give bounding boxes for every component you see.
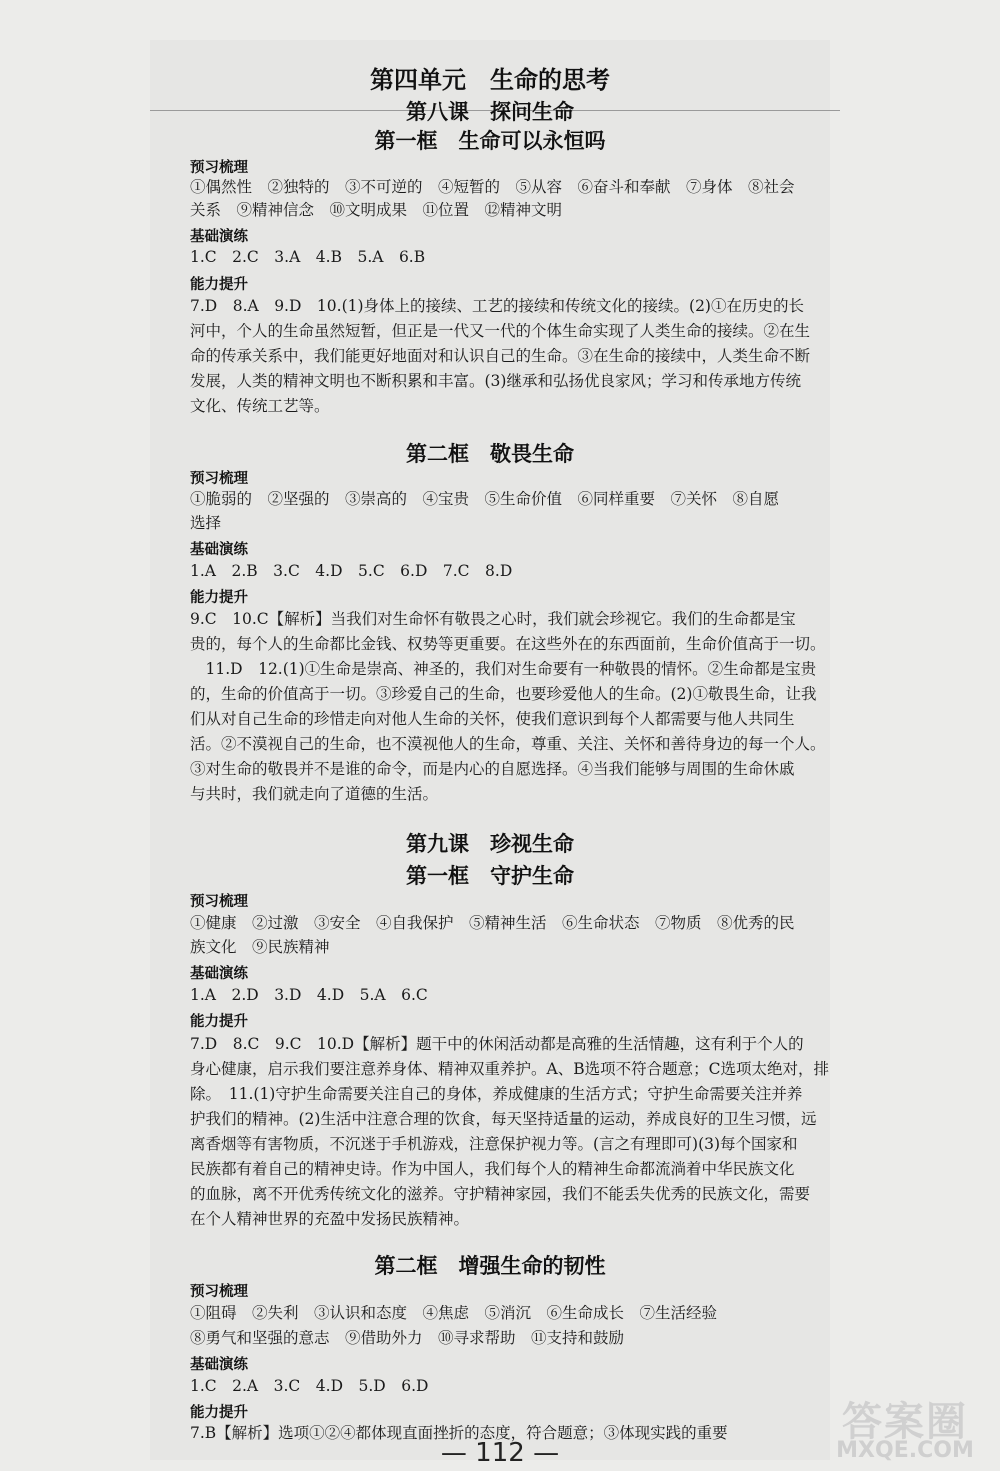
watermark [820,1390,990,1465]
lesson-title-8: 第八课 探问生命 [406,100,574,124]
text-line: 河中，个人的生命虽然短暂，但正是一代又一代的个体生命实现了人类生命的接续。②在生 [190,322,811,340]
section-title-8-1: 第一框 生命可以永恒吗 [374,129,606,153]
section-title-9-2: 第二框 增强生命的韧性 [374,1254,606,1278]
label-basic: 基础演练 [190,229,248,245]
text-line: ⑧勇气和坚强的意志 ⑨借助外力 ⑩寻求帮助 ⑪支持和鼓励 [190,1329,625,1347]
label-preview: 预习梳理 [190,894,248,910]
text-line: 发展，人类的精神文明也不断积累和丰富。(3)继承和弘扬优良家风；学习和传承地方传统 [190,372,801,390]
text-line: 们从对自己生命的珍惜走向对他人生命的关怀，使我们意识到每个人都需要与他人共同生 [190,710,795,728]
section-title-8-2: 第二框 敬畏生命 [406,442,574,466]
text-line: 9.C 10.C【解析】当我们对生命怀有敬畏之心时，我们就会珍视它。我们的生命都是宝 [190,610,796,628]
text-line: 关系 ⑨精神信念 ⑩文明成果 ⑪位置 ⑫精神文明 [190,201,563,219]
label-basic: 基础演练 [190,542,248,558]
text-line: ①脆弱的 ②坚强的 ③崇高的 ④宝贵 ⑤生命价值 ⑥同样重要 ⑦关怀 ⑧自愿 [190,490,780,508]
text-line: 命的传承关系中，我们能更好地面对和认识自己的生命。③在生命的接续中，人类生命不断 [190,347,811,365]
label-ability: 能力提升 [190,1014,248,1030]
text-line: ①健康 ②过激 ③安全 ④自我保护 ⑤精神生活 ⑥生命状态 ⑦物质 ⑧优秀的民 [190,914,795,932]
text-line: 7.D 8.A 9.D 10.(1)身体上的接续、工艺的接续和传统文化的接续。(2)①在历史的长 [190,297,804,315]
lesson-title-9: 第九课 珍视生命 [406,832,574,856]
label-preview: 预习梳理 [190,1284,248,1300]
text-line: 1.C 2.C 3.A 4.B 5.A 6.B [190,248,426,266]
text-line: 与共时，我们就走向了道德的生活。 [190,785,439,803]
text-line: 1.C 2.A 3.C 4.D 5.D 6.D [190,1377,429,1395]
label-ability: 能力提升 [190,590,248,606]
text-line: 离香烟等有害物质，不沉迷于手机游戏，注意保护视力等。(言之有理即可)(3)每个国家和 [190,1135,798,1153]
text-line: 选择 [190,514,222,532]
text-line: ①偶然性 ②独特的 ③不可逆的 ④短暂的 ⑤从容 ⑥奋斗和奉献 ⑦身体 ⑧社会 [190,178,795,196]
label-basic: 基础演练 [190,1357,248,1373]
page-number: — 112 — [440,1438,560,1468]
text-line: ①阻碍 ②失利 ③认识和态度 ④焦虑 ⑤消沉 ⑥生命成长 ⑦生活经验 [190,1304,718,1322]
text-line: 民族都有着自己的精神史诗。作为中国人，我们每个人的精神生命都流淌着中华民族文化 [190,1160,795,1178]
label-preview: 预习梳理 [190,160,248,176]
text-line: 护我们的精神。(2)生活中注意合理的饮食，每天坚持适量的运动，养成良好的卫生习惯，远 [190,1110,817,1128]
text-line: ③对生命的敬畏并不是谁的命令，而是内心的自愿选择。④当我们能够与周围的生命休戚 [190,760,795,778]
text-line: 贵的，每个人的生命都比金钱、权势等更重要。在这些外在的东西面前，生命价值高于一切。 [190,635,826,653]
unit-title: 第四单元 生命的思考 [370,66,610,94]
text-line: 文化、传统工艺等。 [190,397,330,415]
text-line: 11.D 12.(1)①生命是崇高、神圣的，我们对生命要有一种敬畏的情怀。②生命都是宝贵 [190,660,817,678]
label-basic: 基础演练 [190,966,248,982]
text-line: 在个人精神世界的充盈中发扬民族精神。 [190,1210,470,1228]
label-ability: 能力提升 [190,277,248,293]
label-ability: 能力提升 [190,1405,248,1421]
text-line: 7.B【解析】选项①②④都体现直面挫折的态度，符合题意；③体现实践的重要 [190,1424,728,1442]
text-line: 7.D 8.C 9.C 10.D【解析】题干中的休闲活动都是高雅的生活情趣，这有利于个人的 [190,1035,804,1053]
text-line: 活。②不漠视自己的生命，也不漠视他人的生命，尊重、关注、关怀和善待身边的每一个人。 [190,735,826,753]
text-line: 身心健康，启示我们要注意养身体、精神双重养护。A、B选项不符合题意；C选项太绝对，排 [190,1060,829,1078]
text-line: 族文化 ⑨民族精神 [190,938,330,956]
watermark-logo: 答案圈 [842,1399,968,1445]
text-line: 除。 11.(1)守护生命需要关注自己的身体，养成健康的生活方式；守护生命需要关注并养 [190,1085,803,1103]
text-line: 1.A 2.D 3.D 4.D 5.A 6.C [190,986,428,1004]
section-title-9-1: 第一框 守护生命 [406,864,574,888]
watermark-url: MXQE.COM [836,1438,974,1463]
text-line: 1.A 2.B 3.C 4.D 5.C 6.D 7.C 8.D [190,562,513,580]
label-preview: 预习梳理 [190,471,248,487]
text-line: 的血脉，离不开优秀传统文化的滋养。守护精神家园，我们不能丢失优秀的民族文化，需要 [190,1185,811,1203]
text-line: 的，生命的价值高于一切。③珍爱自己的生命，也要珍爱他人的生命。(2)①敬畏生命，让我 [190,685,817,703]
